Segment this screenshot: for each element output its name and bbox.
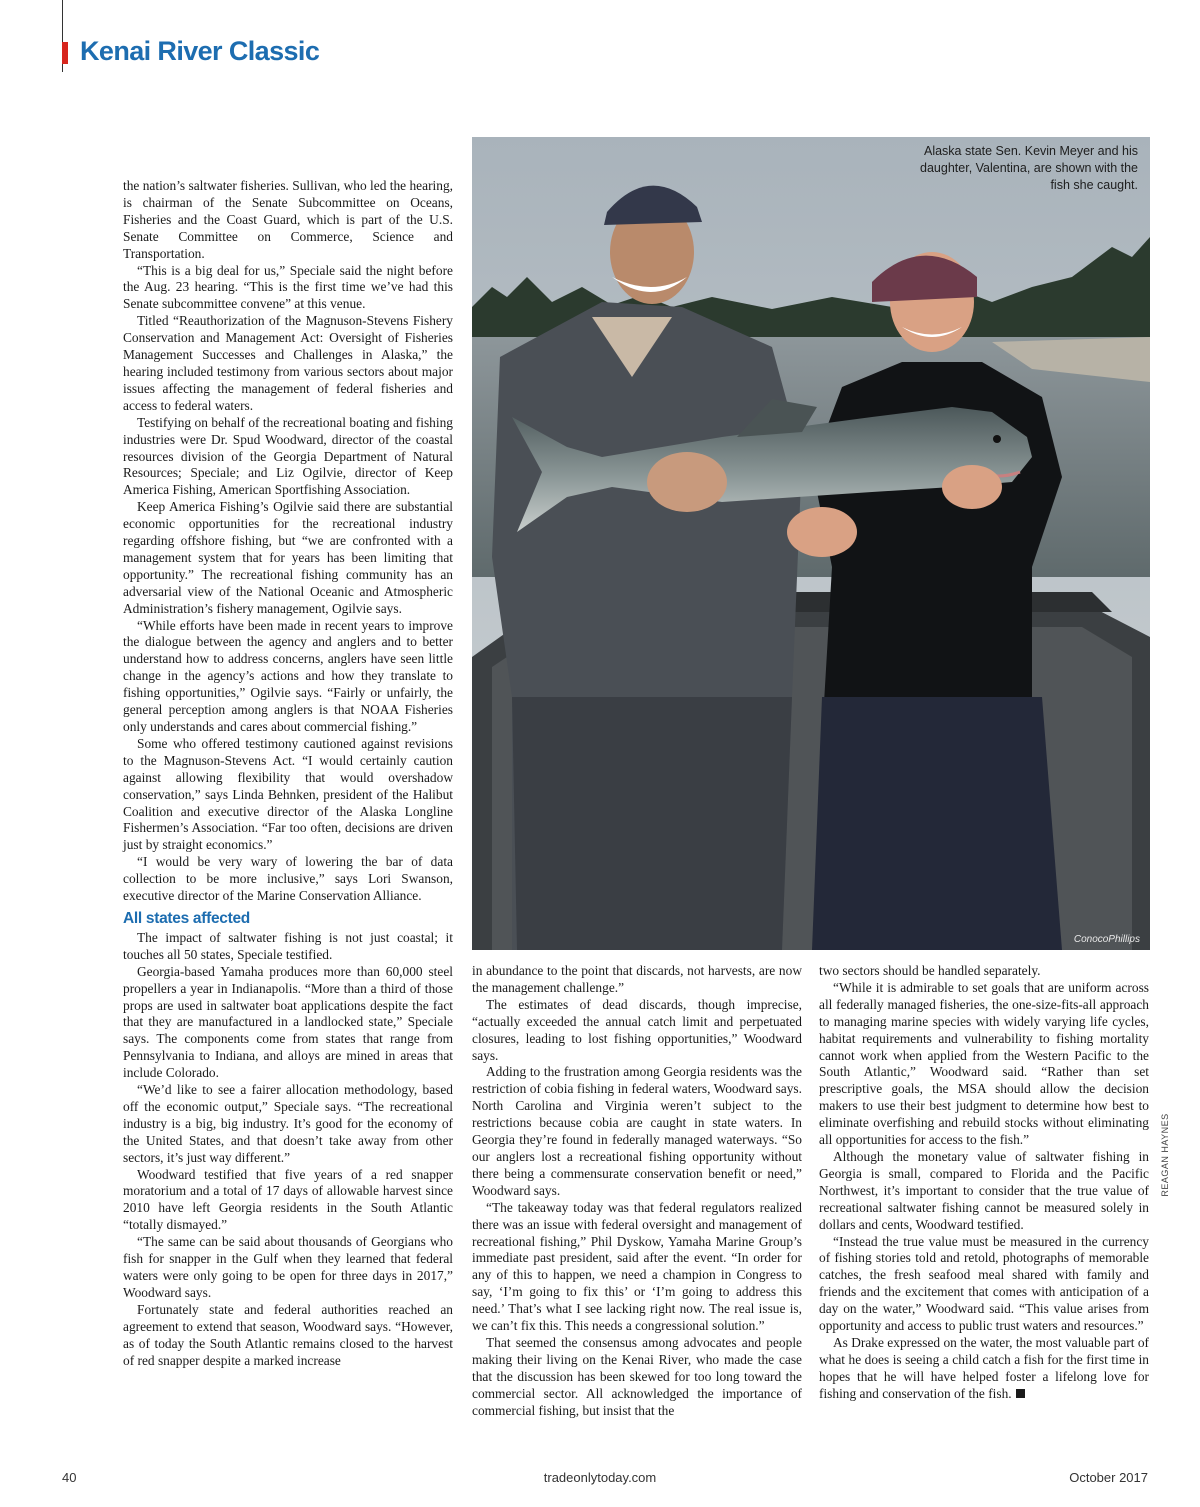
footer-date: October 2017 — [1069, 1470, 1148, 1485]
paragraph: “This is a big deal for us,” Speciale said the night before the Aug. 23 hearing. “This is the first time we’ve had this Senate subcommittee convene” at this venue. — [123, 262, 453, 312]
paragraph: the nation’s saltwater fisheries. Sullivan, who led the hearing, is chairman of the Senate Subcommittee on Oceans, Fisheries and the Coast Guard, which is part of the U.S. Senate Committee on Commerce, Science and Transportation. — [123, 178, 453, 261]
paragraph: Woodward testified that five years of a red snapper moratorium and a total of 17 days of allowable harvest since 2010 have left Georgia residents in the South Atlantic “totally dismayed.” — [123, 1166, 453, 1233]
paragraph: That seemed the consensus among advocates and people making their living on the Kenai River, who made the case that the discussion has been skewed for too long toward the commercial sector. All acknowledged the importance of commercial fishing, but insist that the — [472, 1334, 802, 1418]
paragraph: Although the monetary value of saltwater fishing in Georgia is small, compared to Florida and the Pacific Northwest, it’s important to consider that the true value of recreational saltwater fishing cannot be measured solely in dollars and cents, Woodward testified. — [819, 1148, 1149, 1232]
end-of-article-mark — [1016, 1389, 1025, 1398]
photo-watermark: ConocoPhillips — [1073, 934, 1140, 945]
article-column-3 — [819, 963, 1149, 1403]
section-title: Kenai River Classic — [80, 36, 320, 66]
photo-caption: Alaska state Sen. Kevin Meyer and his daughter, Valentina, are shown with the fish she caught. — [920, 144, 1138, 192]
article-column-1 — [123, 178, 453, 1369]
paragraph: “I would be very wary of lowering the bar of data collection to be more inclusive,” says Lori Swanson, executive director of the Marine Conservation Alliance. — [123, 854, 453, 904]
section-marker — [62, 42, 68, 64]
subheading: All states affected — [123, 909, 250, 927]
article-photo — [472, 137, 1150, 950]
footer-site: tradeonlytoday.com — [543, 1470, 657, 1485]
paragraph: Georgia-based Yamaha produces more than 60,000 steel propellers a year in Indianapolis. “More than a third of those props are used in saltwater boat applications despite the fact that they are manufactured in a landlocked state,” Speciale says. The components come from states that range from Pennsylvania to Indiana, and alloys are mined in areas that include Colorado. — [123, 963, 453, 1081]
paragraph: “The takeaway today was that federal regulators realized there was an issue with federal oversight and management of recreational fishing,” Phil Dyskow, Yamaha Marine Group’s immediate past president, said after the event. “In order for any of this to happen, we need a champion in Congress to say, ‘I’m going to fix this’ or ‘I’m going to address this need.’ That’s what I see lacking right now. The real issue is, we can’t fix this. This needs a congressional solution.” — [472, 1199, 802, 1334]
article-column-2 — [472, 963, 802, 1419]
paragraph: Titled “Reauthorization of the Magnuson-Stevens Fishery Conservation and Management Act: Oversight of Fisheries Management Successes and Challenges in Alaska,” the hearing included testimony from various sectors about major issues affecting the management of federal fisheries and access to federal waters. — [123, 313, 453, 413]
paragraph: Some who offered testimony cautioned against revisions to the Magnuson-Stevens Act. “I would certainly caution against allowing flexibility that would overshadow conservation,” says Linda Behnken, president of the Halibut Coalition and executive director of the Alaska Longline Fishermen’s Association. “Far too often, decisions are driven just by straight economics.” — [123, 735, 453, 853]
paragraph: “While efforts have been made in recent years to improve the dialogue between the agency and anglers and to better understand how to address concerns, anglers have seen little change in the agency’s actions and how they translate to fishing opportunities,” Ogilvie says. “Fairly or unfairly, the general perception among anglers is that NOAA Fisheries only understands and cares about commercial fishing.” — [123, 617, 453, 734]
paragraph: Keep America Fishing’s Ogilvie said there are substantial economic opportunities for the recreational industry regarding offshore fishing, but “we are confronted with a management system that for years has been limiting that opportunity.” The recreational fishing community has an adversarial view of the National Oceanic and Atmospheric Administration’s fishery management, Ogilvie says. — [123, 499, 453, 616]
paragraph: “We’d like to see a fairer allocation methodology, based off the economic output,” Speciale says. “The recreational industry is a big, big industry. It’s good for the economy of the United States, and that doesn’t take away from other sectors, it’s just way different.” — [123, 1082, 453, 1165]
photo-illustration — [472, 137, 1150, 950]
paragraph: two sectors should be handled separately. — [819, 963, 1041, 978]
photo-credit — [1158, 1105, 1172, 1205]
paragraph: Fortunately state and federal authorities reached an agreement to extend that season, Woodward says. “However, as of today the South Atlantic remains closed to the harvest of red snapper despite a marked increase — [123, 1301, 453, 1368]
final-paragraph-text: As Drake expressed on the water, the most valuable part of what he does is seeing a child catch a fish for the first time in hopes that he will have helped foster a lifelong love for fishing and conservation of the fish. — [819, 1334, 1149, 1401]
paragraph: Testifying on behalf of the recreational boating and fishing industries were Dr. Spud Woodward, director of the coastal resources division of the Georgia Department of Natural Resources; Speciale; and Liz Ogilvie, director of Keep America Fishing, American Sportfishing Association. — [123, 414, 453, 498]
paragraph: “The same can be said about thousands of Georgians who fish for snapper in the Gulf when they learned that federal waters were only going to be open for three days in 2017,” Woodward says. — [123, 1234, 453, 1300]
paragraph: in abundance to the point that discards, not harvests, are now the management challenge.” — [472, 963, 802, 995]
paragraph: Adding to the frustration among Georgia residents was the restriction of cobia fishing in federal waters, Woodward says. North Carolina and Virginia weren’t subject to the restrictions because cobia are caught in state waters. In Georgia they’re found in federally managed waterways. “So our anglers lost a recreational fishing opportunity without there being a commensurate conservation benefit or need,” Woodward says. — [472, 1064, 802, 1198]
paragraph — [819, 1335, 1149, 1403]
paragraph: “Instead the true value must be measured in the currency of fishing stories told and retold, photographs of memorable catches, the fresh seafood meal shared with family and friends and the excitement that comes with anticipation of a day on the water,” Woodward said. “This value arises from opportunity and access to public trust waters and resources.” — [819, 1233, 1149, 1334]
paragraph: “While it is admirable to set goals that are uniform across all federally managed fisheries, the one-size-fits-all approach to managing marine species with widely varying life cycles, habitat requirements and vulnerability to fishing mortality cannot work when applied from the Western Pacific to the South Atlantic,” Woodward said. “Rather than set prescriptive goals, the MSA should allow the decision makers to use their best judgment to determine how best to eliminate overfishing and rebuild stocks without eliminating all opportunities for access to the fish.” — [819, 979, 1149, 1148]
photo-credit-text: REAGAN HAYNES — [1160, 1113, 1170, 1197]
paragraph: The estimates of dead discards, though imprecise, “actually exceeded the annual catch limit and perpetuated closures, leading to lost fishing opportunities,” Woodward says. — [472, 996, 802, 1063]
paragraph: The impact of saltwater fishing is not just coastal; it touches all 50 states, Speciale testified. — [123, 929, 453, 962]
page-number: 40 — [62, 1470, 77, 1485]
